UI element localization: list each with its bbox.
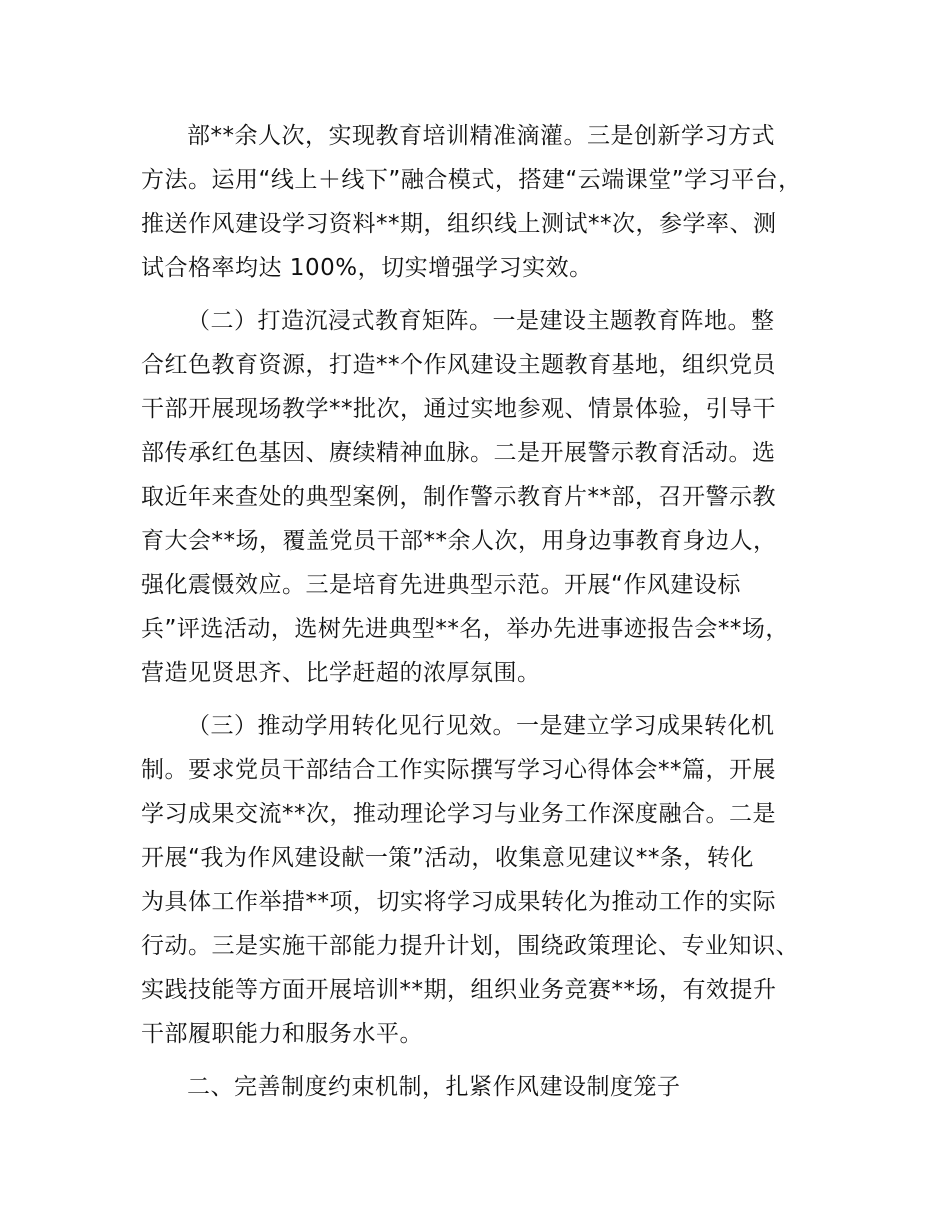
document-body — [141, 114, 841, 1118]
section-heading — [141, 1065, 841, 1109]
paragraph-continuation — [141, 114, 841, 290]
text-line: 方法。运用“线上＋线下”融合模式，搭建“云端课堂”学习平台， — [141, 167, 802, 193]
heading-line: 二、完善制度约束机制，扎紧作风建设制度笼子 — [187, 1074, 681, 1100]
text-line: 营造见贤思齐、比学赶超的浓厚氛围。 — [141, 660, 541, 686]
text-line: 育大会**场，覆盖党员干部**余人次，用身边事教育身边人， — [141, 528, 777, 554]
text-line: 推送作风建设学习资料**期，组织线上测试**次，参学率、测 — [141, 211, 777, 237]
text-line: 干部履职能力和服务水平。 — [141, 1021, 423, 1047]
text-line: 行动。三是实施干部能力提升计划，围绕政策理论、专业知识、 — [141, 933, 799, 959]
text-line: 试合格率均达 100%，切实增强学习实效。 — [141, 255, 593, 281]
paragraph-immersive-education — [141, 299, 841, 695]
text-line: （三）推动学用转化见行见效。一是建立学习成果转化机 — [187, 713, 775, 739]
text-line: 部传承红色基因、赓续精神血脉。二是开展警示教育活动。选 — [141, 440, 776, 466]
text-line: （二）打造沉浸式教育矩阵。一是建设主题教育阵地。整 — [187, 308, 775, 334]
text-line: 为具体工作举措**项，切实将学习成果转化为推动工作的实际 — [141, 889, 776, 915]
text-line: 学习成果交流**次，推动理论学习与业务工作深度融合。二是 — [141, 801, 776, 827]
text-line: 实践技能等方面开展培训**期，组织业务竞赛**场，有效提升 — [141, 977, 777, 1003]
text-line: 取近年来查处的典型案例，制作警示教育片**部，召开警示教 — [141, 484, 776, 510]
text-line: 兵”评选活动，选树先进典型**名，举办先进事迹报告会**场， — [141, 616, 789, 642]
text-line: 合红色教育资源，打造**个作风建设主题教育基地，组织党员 — [141, 352, 776, 378]
text-line: 强化震慑效应。三是培育先进典型示范。开展“作风建设标 — [141, 572, 741, 598]
paragraph-learning-transformation — [141, 704, 841, 1056]
text-line: 干部开展现场教学**批次，通过实地参观、情景体验，引导干 — [141, 396, 776, 422]
text-line: 部**余人次，实现教育培训精准滴灌。三是创新学习方式 — [187, 123, 775, 149]
text-line: 制。要求党员干部结合工作实际撰写学习心得体会**篇，开展 — [141, 757, 776, 783]
text-line: 开展“我为作风建设献一策”活动，收集意见建议**条，转化 — [141, 845, 754, 871]
